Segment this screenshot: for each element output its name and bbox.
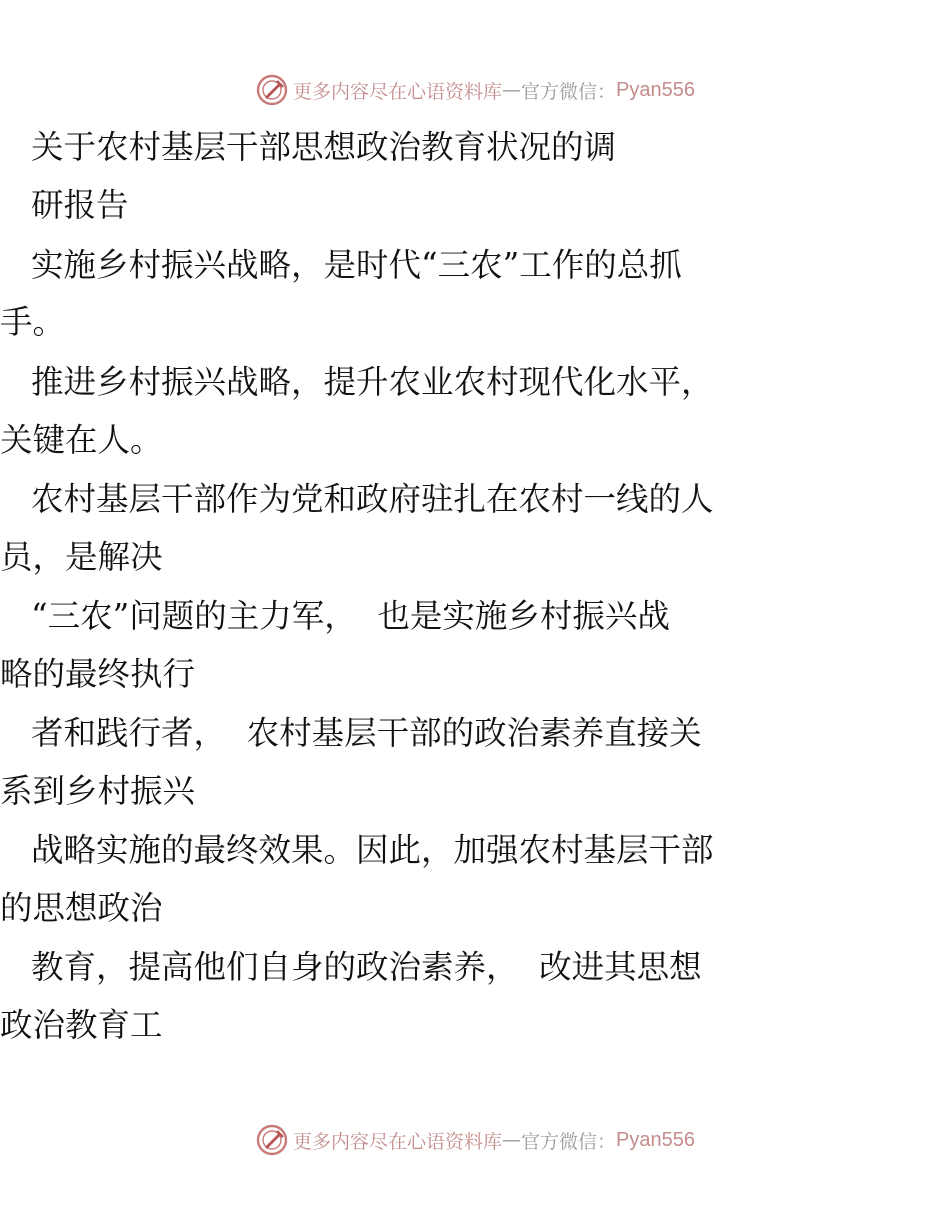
paragraph-line: 政治教育工 [0, 1006, 163, 1044]
paragraph-line: 关键在人。 [0, 421, 163, 459]
banner-separator: — [502, 79, 522, 101]
footer-banner [0, 1120, 950, 1160]
paragraph-line: 农村基层干部作为党和政府驻扎在农村一线的人 [0, 480, 714, 518]
paragraph-line: 员，是解决 [0, 538, 163, 576]
banner-wechat-label: 官方微信： [521, 1130, 617, 1153]
paragraph-line: 手。 [0, 303, 66, 341]
banner-wechat-id: Pyan556 [616, 78, 695, 101]
paragraph-line: 实施乡村振兴战略，是时代“三农”工作的总抓 [0, 246, 682, 284]
paragraph-line: 系到乡村振兴 [0, 772, 196, 810]
paragraph-line: 推进乡村振兴战略，提升农业农村现代化水平， [0, 363, 714, 401]
paragraph-line: 的思想政治 [0, 889, 163, 927]
banner-separator: — [502, 1129, 522, 1151]
paragraph-line: 战略实施的最终效果。因此，加强农村基层干部 [0, 831, 714, 869]
paragraph-line: 者和践行者， 农村基层干部的政治素养直接关 [0, 714, 702, 752]
document-title-line-1: 关于农村基层干部思想政治教育状况的调 [0, 128, 616, 166]
paragraph-line: 教育，提高他们自身的政治素养， 改进其思想 [0, 948, 702, 986]
stamp-logo-icon [255, 1123, 289, 1157]
banner-main-text: 更多内容尽在心语资料库 [293, 80, 503, 103]
header-banner [0, 70, 950, 110]
banner-main-text: 更多内容尽在心语资料库 [293, 1130, 503, 1153]
stamp-logo-icon [255, 73, 289, 107]
paragraph-line: 略的最终执行 [0, 655, 196, 693]
paragraph-line: “三农”问题的主力军， 也是实施乡村振兴战 [0, 597, 670, 635]
banner-wechat-id: Pyan556 [616, 1128, 695, 1151]
banner-wechat-label: 官方微信： [521, 80, 617, 103]
document-title-line-2: 研报告 [0, 186, 129, 224]
